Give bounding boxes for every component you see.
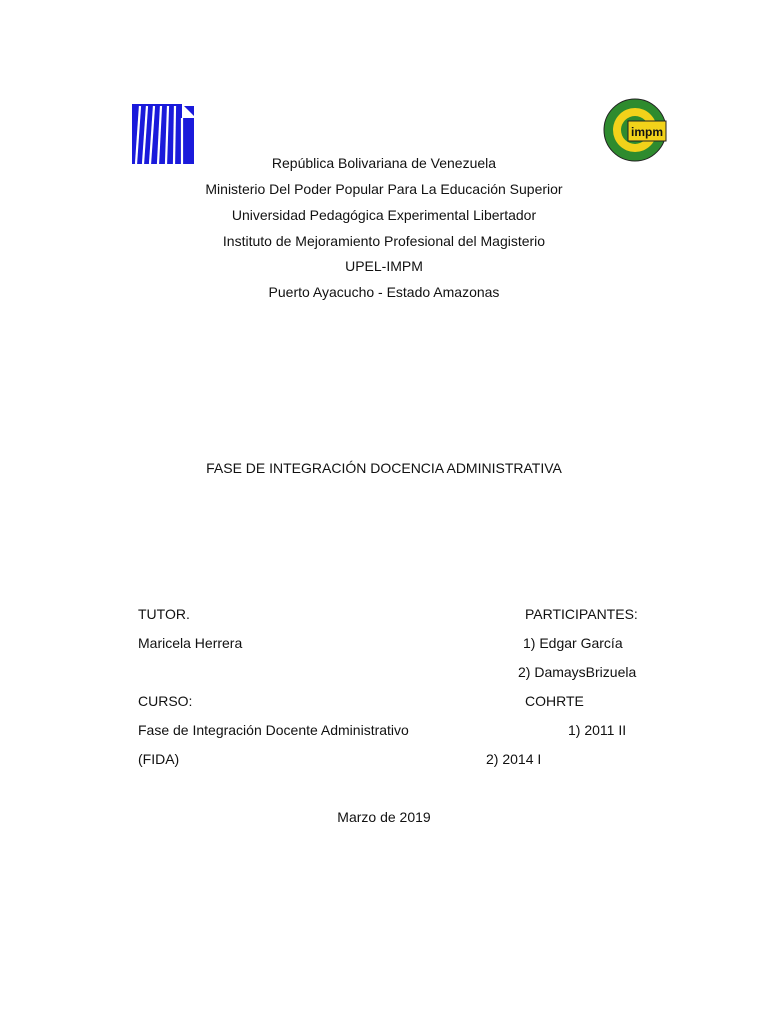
header-line-2: Ministerio Del Poder Popular Para La Educación Superior [205,181,563,197]
curso-abbr: (FIDA) [138,751,180,767]
curso-name: Fase de Integración Docente Administrativo [138,722,409,738]
cohort-item: 2) 2014 I [486,751,542,767]
tutor-name: Maricela Herrera [138,635,243,651]
header-line-4: Instituto de Mejoramiento Profesional del Magisterio [222,233,546,249]
participant-item: 1) Edgar García [523,635,623,651]
curso-label: CURSO: [138,693,193,709]
cohort-label: COHRTE [525,693,584,709]
header-line-6: Puerto Ayacucho - Estado Amazonas [268,284,500,300]
impm-logo-text: impm [630,125,664,139]
participants-label: PARTICIPANTES: [525,606,638,622]
cohort-item: 1) 2011 II [568,722,627,738]
participant-item: 2) DamaysBrizuela [518,664,637,680]
header-line-5: UPEL-IMPM [345,258,423,274]
document-title: FASE DE INTEGRACIÓN DOCENCIA ADMINISTRATIVA [206,460,562,476]
header-line-1: República Bolivariana de Venezuela [271,155,497,171]
document-date: Marzo de 2019 [337,809,431,825]
header-line-3: Universidad Pedagógica Experimental Libertador [231,207,537,223]
tutor-label: TUTOR. [138,606,190,622]
